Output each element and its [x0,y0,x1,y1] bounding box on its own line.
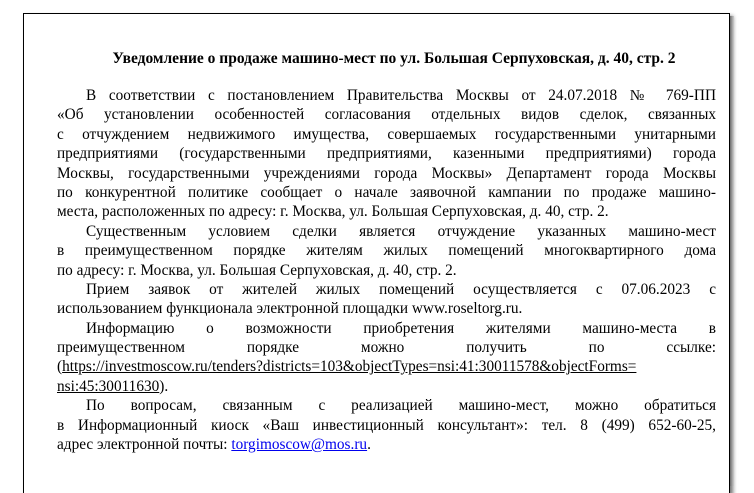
p3-line-2: использованием функционала электронной площадки www.roseltorg.ru. [57,300,523,318]
p4-line-3 [57,357,716,376]
p5-line-3 [57,435,716,454]
p5-line-2: в Информационный киоск «Ваш инвестиционный консультант»: тел. 8 (499) 652-60-25, [57,416,716,434]
link-open-paren: ( [57,358,63,376]
p1-line-6: по конкурентной политике сообщает о начале заявочной кампании по продаже машино- [57,183,716,201]
p1-line-7: места, расположенных по адресу: г. Москва, ул. Большая Серпуховская, д. 40, стр. 2. [57,203,609,221]
p4-line-2: преимущественном порядке можно получить по ссылке: [57,339,716,357]
investmoscow-link-part-2[interactable]: nsi:45:30011630 [57,377,160,395]
p1-line-5: Москвы, государственными учреждениями города Москвы» Департамент города Москвы [57,164,716,182]
document-body [57,86,716,454]
p1-line-1: В соответствии с постановлением Правительства Москвы от 24.07.2018 № 769-ПП [86,87,716,104]
email-prefix: адрес электронной почты: [57,436,232,454]
link-close-paren: ). [159,377,169,395]
p1-line-4: предприятиями (государственными предприятиями, казенными предприятиями) города [57,145,716,163]
p2-line-2: в преимущественном порядке жителям жилых помещений многоквартирного дома [57,242,716,260]
p1-line-3: с отчуждением недвижимого имущества, совершаемых государственными унитарными [57,125,716,143]
investmoscow-link-part-1[interactable]: https://investmoscow.ru/tenders?districts=103&objectTypes=nsi:41:30011578&objectForms= [62,358,637,376]
p1-line-2: «Об установлении особенностей согласования отдельных видов сделок, связанных [57,106,716,124]
p2-line-1: Существенным условием сделки является отчуждение указанных машино-мест [86,222,716,240]
p4-line-1: Информацию о возможности приобретения жителями машино-места в [86,319,716,337]
document-title: Уведомление о продаже машино-мест по ул. Большая Серпуховская, д. 40, стр. 2 [112,50,676,67]
email-link[interactable]: torgimoscow@mos.ru [231,436,368,454]
frame-shadow [730,16,734,486]
email-suffix: . [367,436,371,454]
p5-line-1: По вопросам, связанным с реализацией машино-мест, можно обратиться [86,397,716,415]
p3-line-1: Прием заявок от жителей жилых помещений осуществляется с 07.06.2023 с [86,280,716,298]
p4-line-4 [57,377,716,396]
p2-line-3: по адресу: г. Москва, ул. Большая Серпуховская, д. 40, стр. 2. [57,261,457,279]
